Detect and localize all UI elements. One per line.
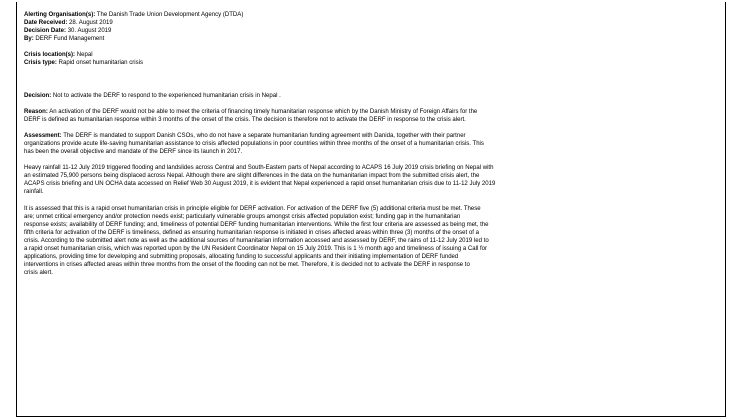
assessment-text-line: The DERF is mandated to support Danish CSOs, who do not have a separate humanitarian funding agreement with Danida, together with their partner <box>61 132 466 139</box>
criteria-text-line: a rapid onset humanitarian crisis, which was reported upon by the UN Resident Coordinator Nepal on 15 July 2019. This is 1 ½ month ago and timeliness of issuing a Call for <box>24 245 488 252</box>
rainfall-text-line: an estimated 75,900 persons being displaced across Nepal. Although there are slight differences in the data on the humanitarian impact from the submitted crisis alert, the <box>24 173 480 180</box>
crisis-location-value: Nepal <box>75 52 93 59</box>
alerting-organisation-value: The Danish Trade Union Development Agency (DTDA) <box>95 12 244 18</box>
decision-text: Not to activate the DERF to respond to the experienced humanitarian crisis in Nepal . <box>51 92 281 99</box>
crisis-type-line <box>24 59 719 67</box>
rainfall-paragraph <box>24 164 719 196</box>
crisis-type-value: Rapid onset humanitarian crisis <box>56 60 143 67</box>
decision-date-value: 30. August 2019 <box>66 28 112 35</box>
decision-label: Decision: <box>24 92 52 99</box>
assessment-text-line: organizations provide acute life-saving humanitarian assistance to crisis affected populations in poor countries within three months of the onset of a humanitarian crisis. This <box>24 140 484 147</box>
reason-text-line: DERF is defined as humanitarian response within 3 months of the onset of the crisis. The decision is therefore not to activate the DERF in response to the crisis alert. <box>24 116 466 123</box>
criteria-text-line: fifth criteria for activation of the DERF is timeliness, defined as ensuring humanitarian response is initiated in crises affected areas within three (3) months of the onset of a <box>24 229 479 236</box>
criteria-text-line: crisis. According to the submitted alert note as well as the additional sources of humanitarian information accessed and assessed by DERF, the rains of 11-12 July 2019 led to <box>24 237 489 244</box>
by-label: By: <box>24 36 34 43</box>
assessment-paragraph <box>24 132 719 156</box>
criteria-text-line: interventions in crises affected areas within three months from the onset of the flooding can not be met. Therefore, it is decided not to activate the DERF in response to <box>24 262 470 269</box>
rainfall-text-line: rainfall. <box>24 189 44 196</box>
criteria-text-line: are; unmet critical emergency and/or protection needs exist; particularly vulnerable groups amongst crisis affected population exist; funding gap in the humanitarian <box>24 213 461 220</box>
date-received-value: 28. August 2019 <box>67 20 113 27</box>
reason-label: Reason: <box>24 108 48 115</box>
crisis-type-label: Crisis type: <box>24 60 57 67</box>
assessment-label: Assessment: <box>24 132 62 139</box>
crisis-location-line <box>24 51 719 59</box>
document-frame <box>16 2 726 417</box>
date-received-line <box>24 19 719 27</box>
criteria-text-line: response exists; availability of DERF funding; and, timeliness of potential DERF funding humanitarian interventions. While the first four criteria are assessed as being met, the <box>24 221 489 228</box>
assessment-text-line: has been the overall objective and mandate of the DERF since its launch in 2017. <box>24 149 243 156</box>
rainfall-text-line: Heavy rainfall 11-12 July 2019 triggered flooding and landslides across Central and South-Eastern parts of Nepal according to ACAPS 16 July 2019 crisis briefing on Nepal with <box>24 165 494 172</box>
by-value: DERF Fund Management <box>33 36 105 43</box>
criteria-paragraph <box>24 205 719 278</box>
criteria-text-line: applications, providing time for developing and submitting proposals, allocating funding to successful applicants and their initiating implementation of DERF funded <box>24 254 459 261</box>
reason-paragraph <box>24 108 719 124</box>
criteria-text-line: It is assessed that this is a rapid onset humanitarian crisis in principle eligible for DERF activation. For activation of the DERF five (5) additional criteria must be met. These <box>24 205 481 212</box>
alerting-organisation-label: Alerting Organisation(s): <box>24 12 96 18</box>
date-received-label: Date Received: <box>24 20 68 27</box>
rainfall-text-line: ACAPS crisis briefing and UN OCHA data accessed on Relief Web 30 August 2019, it is evident that Nepal experienced a rapid onset humanitarian crisis due to 11-12 July 2019 <box>24 181 496 188</box>
decision-date-line <box>24 27 719 35</box>
header-block <box>24 11 719 68</box>
alerting-organisation-line <box>24 11 719 19</box>
criteria-text-line: crisis alert. <box>24 270 53 277</box>
decision-date-label: Decision Date: <box>24 28 67 35</box>
decision-paragraph <box>24 92 719 100</box>
reason-text-line: An activation of the DERF would not be able to meet the criteria of financing timely humanitarian response which by the Danish Ministry of Foreign Affairs for the <box>47 108 478 115</box>
crisis-location-label: Crisis location(s): <box>24 52 76 59</box>
by-line <box>24 35 719 43</box>
